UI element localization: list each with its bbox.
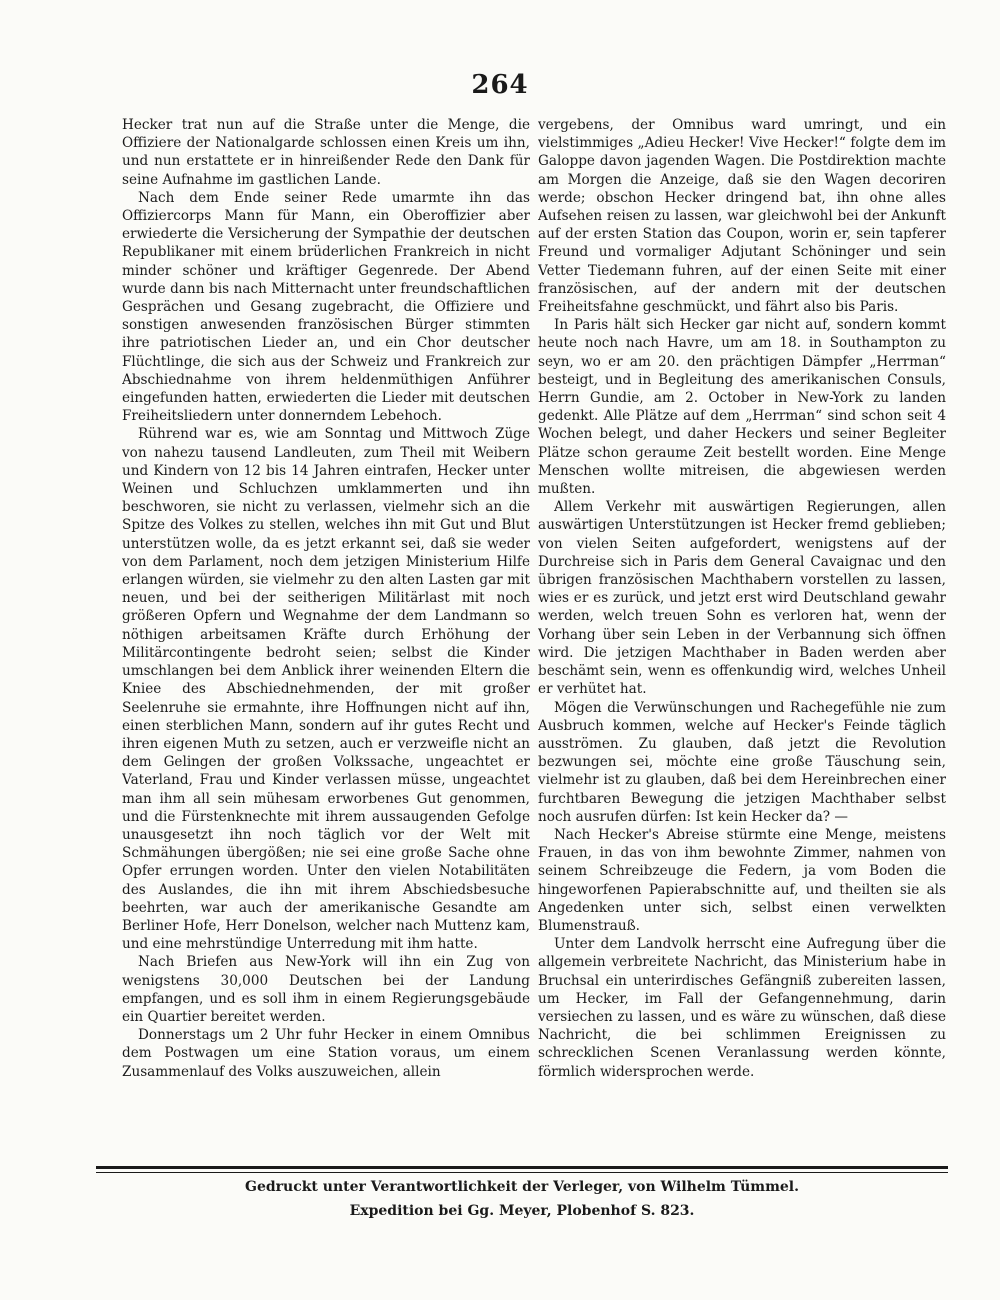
- right-column: [538, 116, 946, 1150]
- paragraph: Mögen die Verwünschungen und Rachegefühle nie zum Ausbruch kommen, welche auf Hecker's Feinde täglich ausströmen. Zu glauben, daß jetzt die Revolution bezwungen sei, möchte eine große Täuschung sein, vielmehr ist zu glauben, daß bei dem Hereinbrechen einer furchtbaren Bewegung die jetzigen Machthaber selbst noch ausrufen dürfen: Ist kein Hecker da? —: [538, 699, 946, 825]
- paragraph: Nach Hecker's Abreise stürmte eine Menge, meistens Frauen, in das von ihm bewohnte Zimmer, nahmen von seinem Schreibzeuge die Federn, ja vom Boden die hingeworfenen Papierabschnitte auf, und theilten sie als Angedenken unter sich, selbst einen verwelkten Blumenstrauß.: [538, 826, 946, 934]
- paragraph: Unter dem Landvolk herrscht eine Aufregung über die allgemein verbreitete Nachricht, das Ministerium habe in Bruchsal ein unterirdisches Gefängniß zubereiten lassen, um Hecker, im Fall der Gefangennehmung, darin versiechen zu lassen, und es wäre zu wünschen, daß diese Nachricht, die bei schlimmen Ereignissen zu schrecklichen Scenen Veranlassung werden könnte, förmlich widersprochen werde.: [538, 936, 946, 1080]
- expedition-line: Expedition bei Gg. Meyer, Plobenhof S. 823.: [349, 1203, 695, 1219]
- left-column: [122, 116, 530, 1150]
- paragraph: Rührend war es, wie am Sonntag und Mittwoch Züge von nahezu tausend Landleuten, zum Theil mit Weibern und Kindern von 12 bis 14 Jahren eintrafen, Hecker unter Weinen und Schluchzen umklammerten und ihn beschworen, sie nicht zu verlassen, vielmehr sich an die Spitze des Volkes zu stellen, welches ihn mit Gut und Blut unterstützen wolle, da es jetzt erkannt sei, daß sie weder von dem Parlament, noch dem jetzigen Ministerium Hilfe erlangen würden, sie vielmehr zu den alten Lasten gar mit neuen, und bei der seitherigen Militärlast mit noch größeren Opfern und Wegnahme der dem Landmann so nöthigen arbeitsamen Kräfte durch Erhöhung der Militärcontingente bedroht seien; selbst die Kinder umschlangen bei dem Anblick ihrer weinenden Eltern die Kniee des Abschiednehmenden, der mit großer Seelenruhe sie ermahnte, ihre Hoffnungen nicht auf ihn, einen sterblichen Mann, sondern auf ihr gutes Recht und ihren eigenen Muth zu setzen, auch er verzweifle nicht an dem Gelingen der großen Volkssache, ungeachtet er Vaterland, Frau und Kinder verlassen müsse, ungeachtet man ihm all sein mühesam erworbenes Gut genommen, und die Fürstenknechte mit ihrem aussaugenden Gefolge unausgesetzt ihn noch täglich vor der Welt mit Schmähungen übergößen; nie sei eine große Sache ohne Opfer errungen worden. Unter den vielen Notabilitäten des Auslandes, die ihn mit ihrem Abschiedsbesuche beehrten, war auch der amerikanische Gesandte am Berliner Hofe, Herr Donelson, welcher nach Muttenz kam, und eine mehrstündige Unterredung mit ihm hatte.: [122, 426, 530, 953]
- page-number: 264: [471, 70, 529, 100]
- footer-divider-thin: [96, 1172, 948, 1173]
- paragraph: In Paris hält sich Hecker gar nicht auf, sondern kommt heute noch nach Havre, um am 18. in Southampton zu seyn, wo er am 20. den prächtigen Dämpfer „Herrman“ besteigt, und in Begleitung des amerikanischen Consuls, Herrn Gundie, am 2. October in New-York zu landen gedenkt. Alle Plätze auf dem „Herrman“ sind schon seit 4 Wochen belegt, und daher Heckers und seiner Begleiter Plätze schon geraume Zeit bestellt worden. Eine Menge Menschen wollte mitreisen, die abgewiesen werden mußten.: [538, 317, 946, 498]
- footer-divider-thick: [96, 1166, 948, 1169]
- printer-imprint: Gedruckt unter Verantwortlichkeit der Verleger, von Wilhelm Tümmel.: [245, 1179, 799, 1195]
- paragraph: Nach Briefen aus New-York will ihn ein Zug von wenigstens 30,000 Deutschen bei der Landung empfangen, und es soll ihm in einem Regierungsgebäude ein Quartier bereitet werden.: [122, 954, 530, 1025]
- paragraph: Nach dem Ende seiner Rede umarmte ihn das Offiziercorps Mann für Mann, ein Oberoffizier aber erwiederte die Versicherung der Sympathie der deutschen Republikaner mit einem brüderlichen Frankreich in nicht minder schöner und kräftiger Gegenrede. Der Abend wurde dann bis nach Mitternacht unter freundschaftlichen Gesprächen und Gesang zugebracht, die Offiziere und sonstigen anwesenden französischen Bürger stimmten ihre patriotischen Lieder an, und ein Chor deutscher Flüchtlinge, die sich aus der Schweiz und Frankreich zur Abschiednahme von ihrem heldenmüthigen Anführer eingefunden hatten, erwiederten die Lieder mit deutschen Freiheitsliedern unter donnerndem Lebehoch.: [122, 189, 530, 425]
- paragraph: Hecker trat nun auf die Straße unter die Menge, die Offiziere der Nationalgarde schlossen einen Kreis um ihn, und nun erstattete er in hinreißender Rede den Dank für seine Aufnahme im gastlichen Lande.: [122, 117, 530, 188]
- paragraph: Allem Verkehr mit auswärtigen Regierungen, allen auswärtigen Unterstützungen ist Hecker fremd geblieben; von vielen Seiten aufgefordert, wenigstens auf der Durchreise sich in Paris dem General Cavaignac und den übrigen französischen Machthabern vorstellen zu lassen, wies er es zurück, und jetzt erst wird Deutschland gewahr werden, welch treuen Sohn es verloren hat, wenn der Vorhang über sein Leben in der Verbannung sich öffnen wird. Die jetzigen Machthaber in Baden werden aber beschämt sein, wenn es offenkundig wird, welches Unheil er verhütet hat.: [538, 499, 946, 698]
- paragraph: Donnerstags um 2 Uhr fuhr Hecker in einem Omnibus dem Postwagen um eine Station voraus, um einem Zusammenlauf des Volks auszuweichen, allein: [122, 1027, 530, 1080]
- paragraph: vergebens, der Omnibus ward umringt, und ein vielstimmiges „Adieu Hecker! Vive Hecker!“ folgte dem im Galoppe davon jagenden Wagen. Die Postdirektion machte am Morgen die Anzeige, daß sie den Wagen decoriren werde; obschon Hecker dringend bat, ihn ohne alles Aufsehen reisen zu lassen, war gleichwohl bei der Ankunft auf der ersten Station das Coupon, worin er, sein tapferer Freund und vormaliger Adjutant Schöninger und sein Vetter Tiedemann fuhren, auf der einen Seite mit einer französischen, auf der andern mit der deutschen Freiheitsfahne geschmückt, und fährt also bis Paris.: [538, 117, 946, 316]
